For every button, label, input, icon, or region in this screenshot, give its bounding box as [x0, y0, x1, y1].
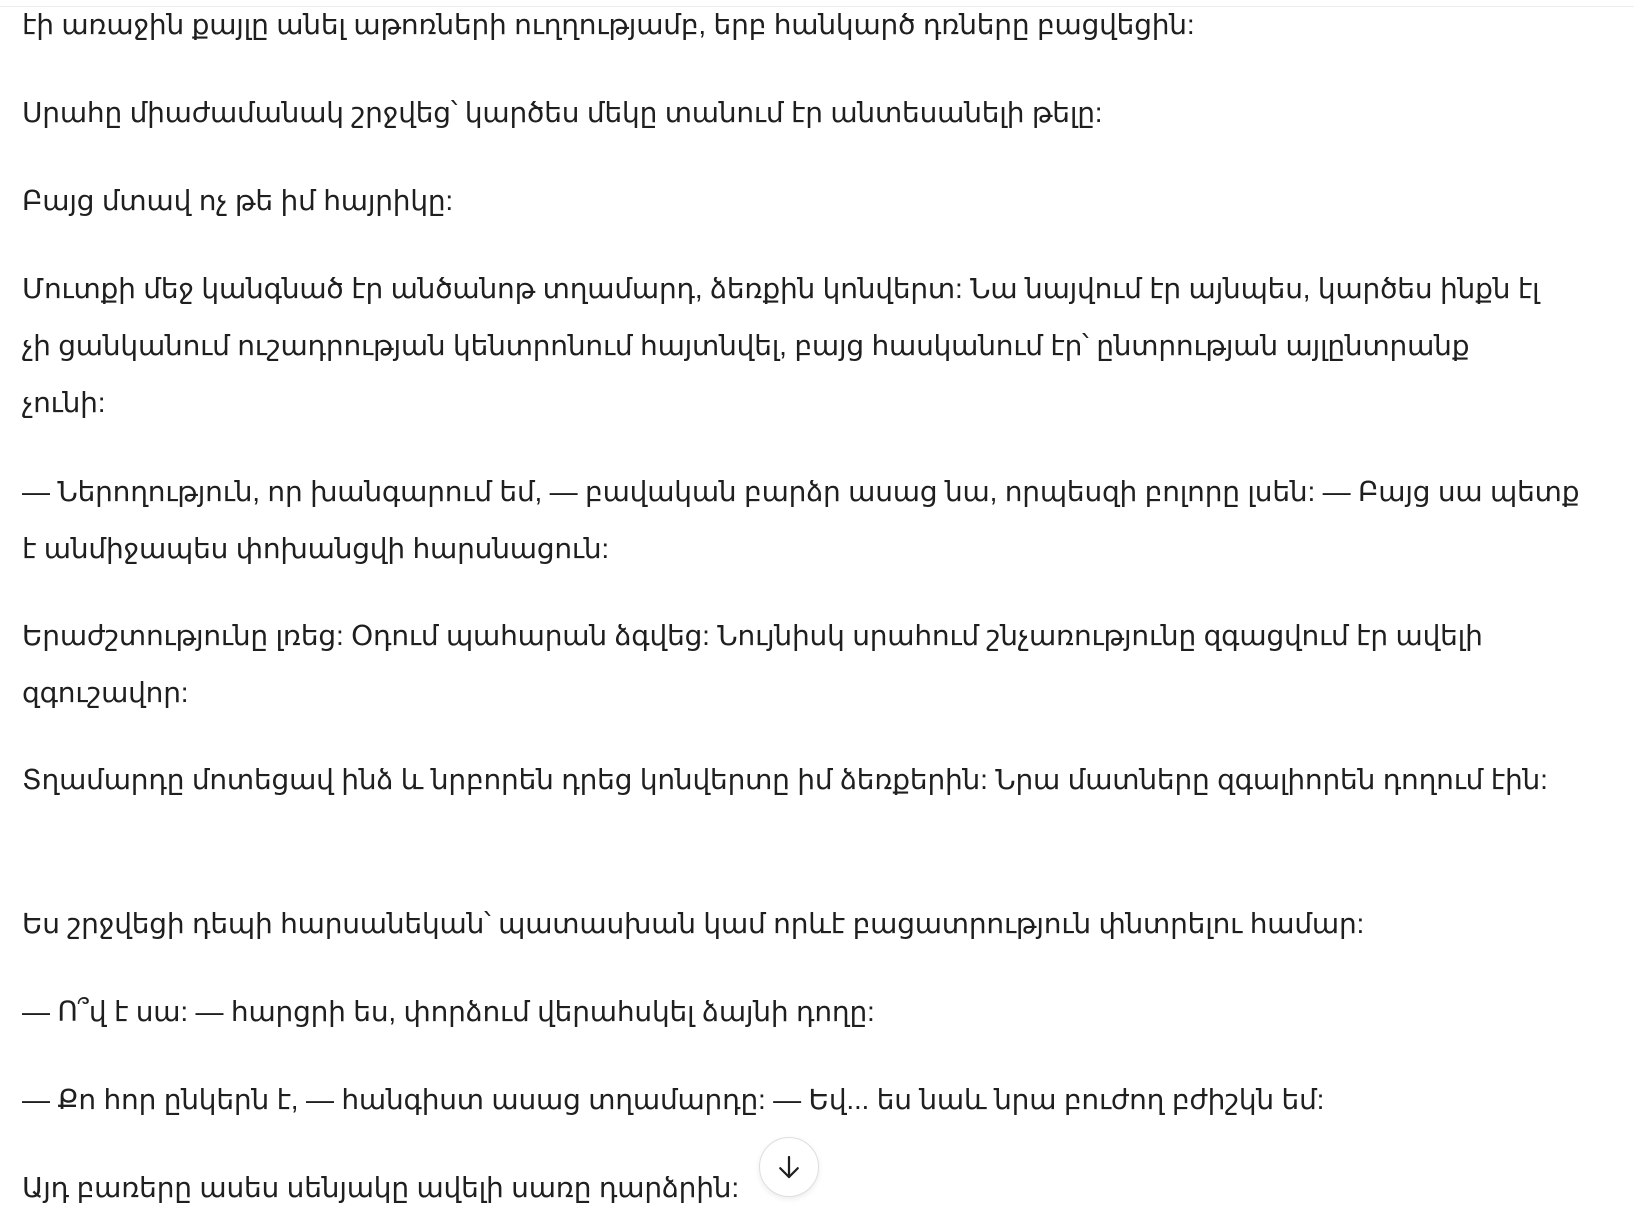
message-paragraph: Ես շրջվեցի դեպի հարսանեկան՝ պատասխան կամ որևէ բացատրություն փնտրելու համար: [22, 908, 1365, 939]
arrow-down-icon [774, 1152, 804, 1182]
message-paragraph: Այդ բառերը ասես սենյակը ավելի սառը դարձրին: [22, 1172, 739, 1203]
scroll-to-bottom-button[interactable] [759, 1137, 819, 1197]
message-paragraph: էի առաջին քայլը անել աթոռների ուղղությամբ, երբ հանկարծ դռները բացվեցին: [22, 9, 1195, 40]
message-paragraph: — Քո հոր ընկերն է, — հանգիստ ասաց տղամարդը: — Եվ... ես նաև նրա բուժող բժիշկն եմ: [22, 1084, 1325, 1115]
message-paragraph: — Ներողություն, որ խանգարում եմ, — բավական բարձր ասաց նա, որպեսզի բոլորը լսեն: — Բայց սա պետք է անմիջապես փոխանցվի հարսնացուն: [22, 476, 1580, 564]
message-paragraph: Երաժշտությունը լռեց: Օդում պահարան ձգվեց: Նույնիսկ սրահում շնչառությունը զգացվում էր ավելի զգուշավոր: [22, 620, 1483, 708]
message-paragraph: Բայց մտավ ոչ թե իմ հայրիկը: [22, 185, 453, 216]
message-paragraph: Տղամարդը մոտեցավ ինձ և նրբորեն դրեց կոնվերտը իմ ձեռքերին: Նրա մատները զգալիորեն դողում էին: [22, 764, 1548, 795]
message-paragraph: Մուտքի մեջ կանգնած էր անծանոթ տղամարդ, ձեռքին կոնվերտ: Նա նայվում էր այնպես, կարծես ինքն էլ չի ցանկանում ուշադրության կենտրոնում հայտնվել, բայց հասկանում էր՝ ընտրության այլընտրանք չունի: [22, 273, 1540, 418]
message-paragraph: — Ո՞վ է սա: — հարցրի ես, փորձում վերահսկել ձայնի դողը: [22, 996, 875, 1027]
message-paragraph: Սրահը միաժամանակ շրջվեց՝ կարծես մեկը տանում էր անտեսանելի թելը: [22, 97, 1103, 128]
